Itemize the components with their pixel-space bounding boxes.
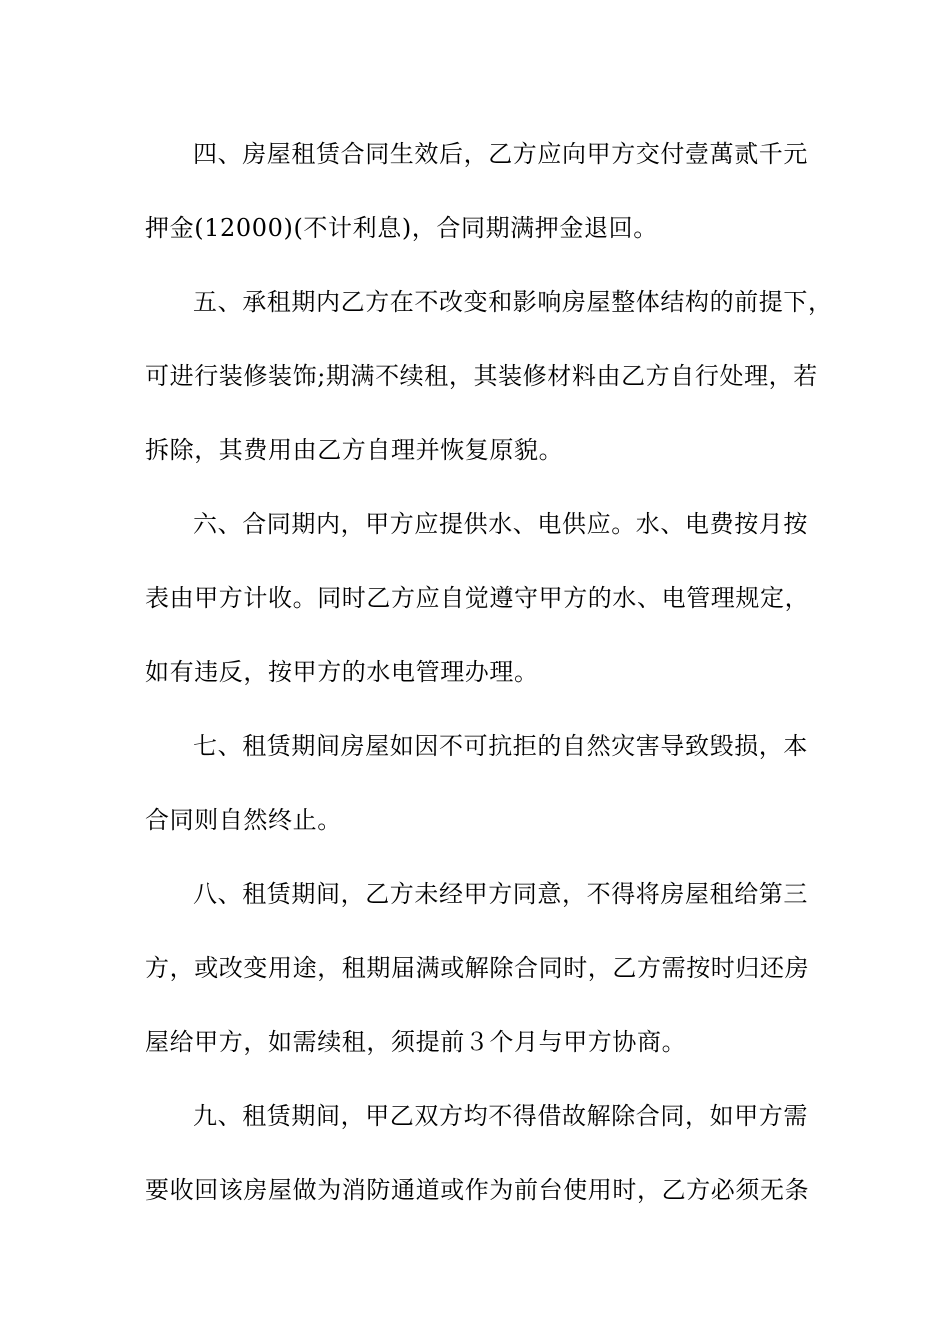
clause-7-line-2: 合同则自然终止。 [145, 806, 342, 834]
clause-4-line-1: 四、房屋租赁合同生效后，乙方应向甲方交付壹萬贰千元 [193, 140, 808, 168]
clause-4-line-2: 押金(12000)(不计利息)，合同期满押金退回。 [145, 214, 658, 242]
clause-8-line-3: 屋给甲方，如需续租，须提前３个月与甲方协商。 [145, 1028, 687, 1056]
clause-8-line-2: 方，或改变用途，租期届满或解除合同时，乙方需按时归还房 [145, 954, 810, 982]
clause-6-line-1: 六、合同期内，甲方应提供水、电供应。水、电费按月按 [193, 510, 808, 538]
clause-6-line-3: 如有违反，按甲方的水电管理办理。 [145, 658, 539, 686]
clause-9-line-2: 要收回该房屋做为消防通道或作为前台使用时，乙方必须无条 [145, 1176, 810, 1204]
clause-5-line-1: 五、承租期内乙方在不改变和影响房屋整体结构的前提下， [193, 288, 833, 316]
clause-6-line-2: 表由甲方计收。同时乙方应自觉遵守甲方的水、电管理规定， [145, 584, 810, 612]
clause-5-line-2: 可进行装修装饰;期满不续租，其装修材料由乙方自行处理，若 [145, 362, 818, 390]
clause-5-line-3: 拆除，其费用由乙方自理并恢复原貌。 [145, 436, 564, 464]
clause-7-line-1: 七、租赁期间房屋如因不可抗拒的自然灾害导致毁损，本 [193, 732, 808, 760]
clause-8-line-1: 八、租赁期间，乙方未经甲方同意，不得将房屋租给第三 [193, 880, 808, 908]
clause-9-line-1: 九、租赁期间，甲乙双方均不得借故解除合同，如甲方需 [193, 1102, 808, 1130]
